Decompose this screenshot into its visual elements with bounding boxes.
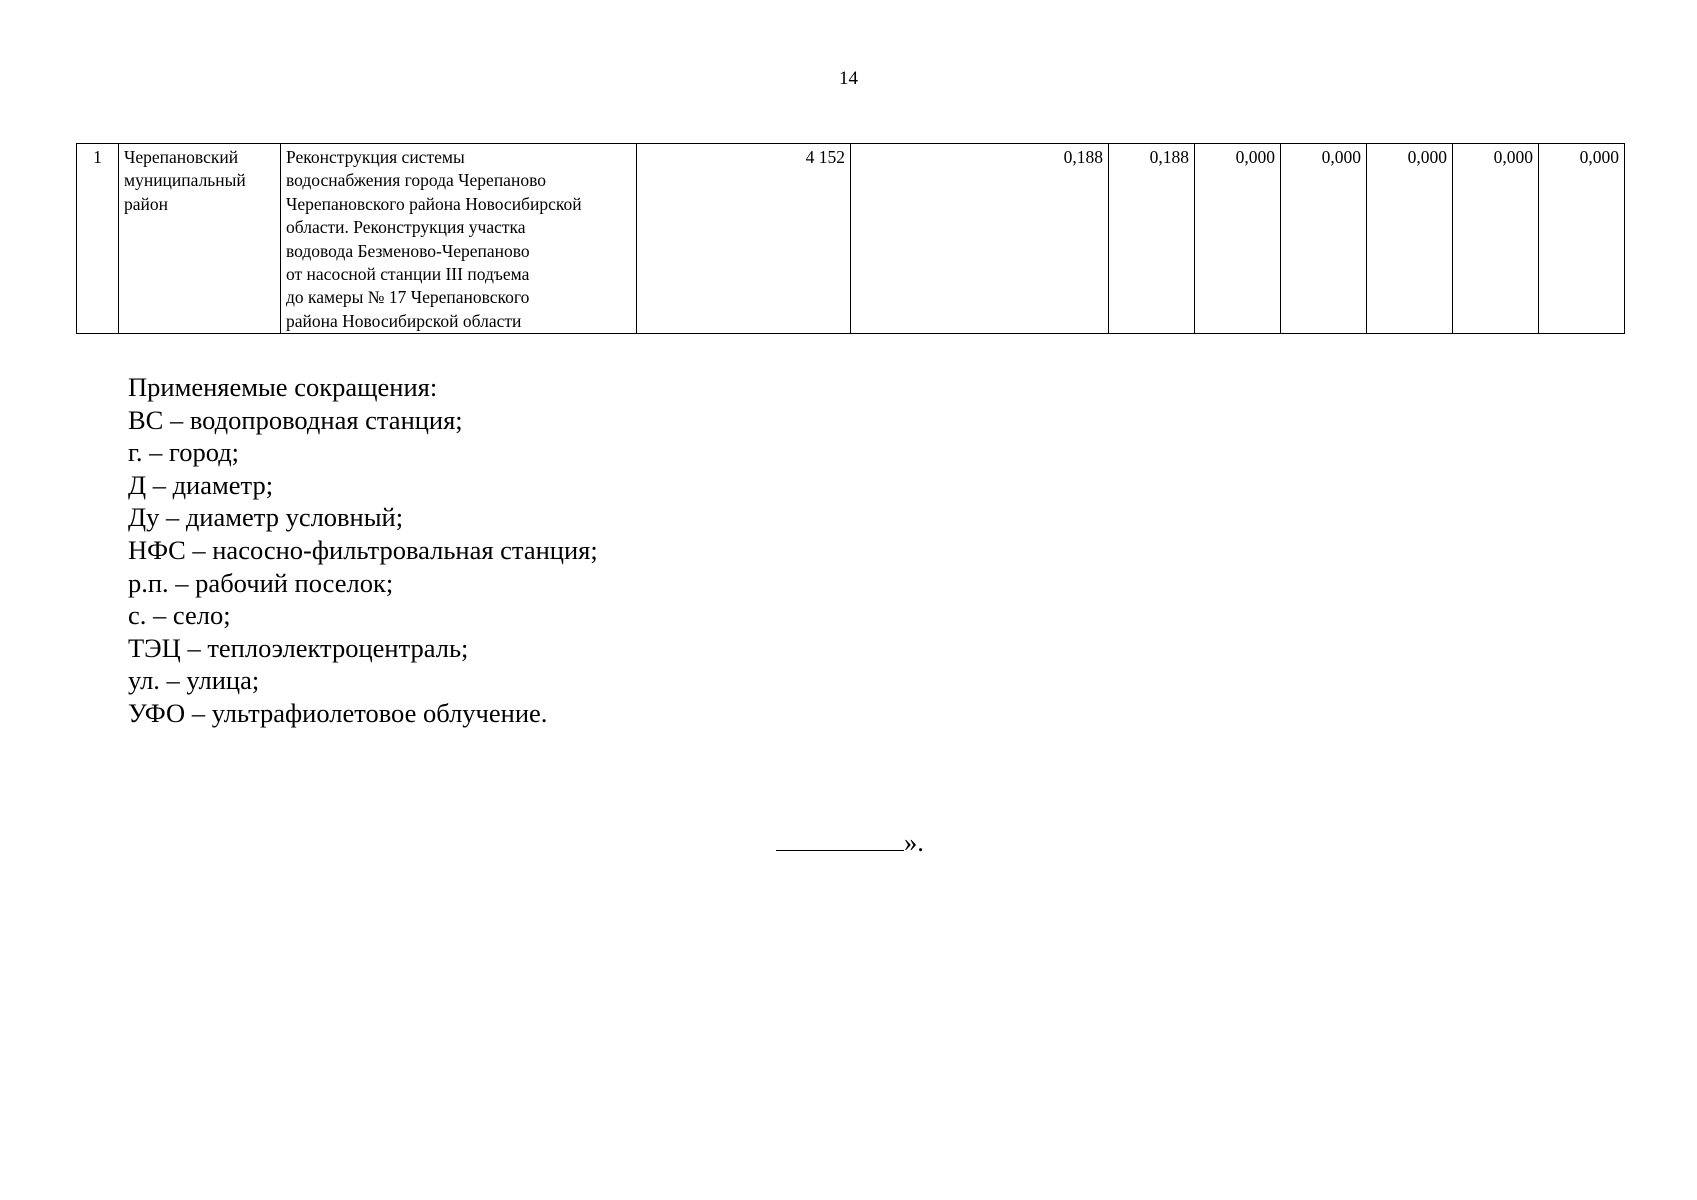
abbreviation-item: ТЭЦ – теплоэлектроцентраль; (128, 632, 469, 663)
abbreviation-item: ул. – улица; (128, 665, 260, 696)
abbreviation-item: р.п. – рабочий поселок; (128, 567, 394, 598)
value-cell: 0,000 (1539, 144, 1625, 334)
page-number: 14 (839, 68, 858, 89)
abbreviation-item: г. – город; (128, 437, 240, 468)
object-line: водоснабжения города Черепаново (286, 170, 546, 191)
value-cell: 0,000 (1367, 144, 1453, 334)
district-line: Черепановский (124, 147, 239, 167)
value-cell: 0,000 (1281, 144, 1367, 334)
abbreviation-item: Ду – диаметр условный; (128, 502, 404, 533)
object-line: Черепановского района Новосибирской (286, 193, 582, 214)
object-line: до камеры № 17 Черепановского (286, 287, 530, 308)
abbreviation-item: ВС – водопроводная станция; (128, 404, 463, 435)
closing-underline (776, 826, 904, 851)
table-row (77, 144, 1625, 334)
district-line: район (124, 193, 168, 214)
object-line: водовода Безменово-Черепаново (286, 240, 530, 261)
district-line: муниципальный (124, 170, 246, 191)
abbreviation-item: УФО – ультрафиолетовое облучение. (128, 697, 548, 728)
row-index-cell: 1 (77, 144, 119, 334)
abbreviation-item: с. – село; (128, 600, 231, 631)
value-cell: 0,188 (1109, 144, 1195, 334)
abbreviations-title: Применяемые сокращения: (128, 372, 438, 402)
capacity-cell: 4 152 (637, 144, 851, 334)
object-line: области. Реконструкция участка (286, 217, 526, 238)
value-cell: 0,000 (1453, 144, 1539, 334)
district-cell (119, 144, 281, 334)
abbreviation-item: НФС – насосно-фильтровальная станция; (128, 534, 598, 565)
object-description-cell (281, 144, 637, 334)
object-line: Реконструкция системы (286, 147, 465, 167)
object-line: от насосной станции III подъема (286, 264, 530, 285)
object-line: района Новосибирской области (286, 310, 522, 331)
closing-mark (776, 826, 924, 858)
value-cell: 0,188 (851, 144, 1109, 334)
abbreviations-block (128, 371, 598, 730)
abbreviation-item: Д – диаметр; (128, 469, 274, 500)
value-cell: 0,000 (1195, 144, 1281, 334)
closing-quote: ». (904, 827, 924, 857)
data-table (76, 143, 1625, 334)
